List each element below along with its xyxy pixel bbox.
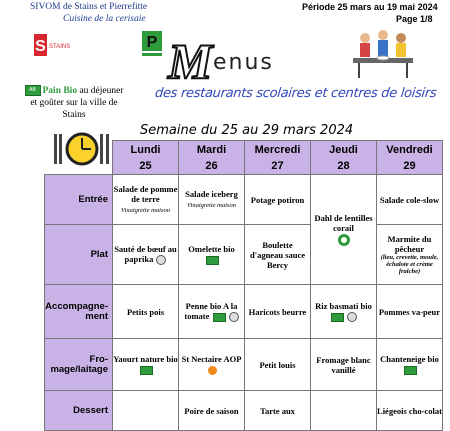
accompagnement-mardi: Penne bio A la tomate (179, 285, 245, 339)
day-header-vendredi: Vendredi 29 (377, 141, 443, 175)
vegetarian-icon (338, 234, 350, 246)
chef-icon (156, 255, 166, 265)
page-number: Page 1/8 (396, 14, 433, 24)
accompagnement-vendredi: Pommes va-peur (377, 285, 443, 339)
pierrefitte-logo (140, 30, 166, 60)
dessert-jeudi (311, 391, 377, 431)
fromage-mercredi: Petit louis (245, 339, 311, 391)
accompagnement-jeudi: Riz basmati bio (311, 285, 377, 339)
svg-text:P: P (146, 34, 158, 51)
row-dessert (45, 391, 443, 431)
fromage-mardi: St Nectaire AOP (179, 339, 245, 391)
menus-title-rest: enus (213, 50, 274, 75)
fromage-jeudi: Fromage blanc vanillé (311, 339, 377, 391)
dessert-vendredi: Liégeois cho-colat (377, 391, 443, 431)
dessert-mardi: Poire de saison (179, 391, 245, 431)
plat-mardi: Omelette bio (179, 225, 245, 285)
entree-mercredi: Potage potiron (245, 175, 311, 225)
menu-table (44, 140, 443, 431)
plat-jeudi: Dahl de lentilles corail (311, 175, 377, 285)
accompagnement-lundi: Petits pois (113, 285, 179, 339)
category-plat: Plat (45, 225, 113, 285)
ab-bio-icon (404, 366, 417, 375)
ab-bio-icon (140, 366, 153, 375)
day-header-mercredi: Mercredi 27 (245, 141, 311, 175)
stains-logo-text: STAINS (49, 44, 71, 50)
children-eating-illustration (345, 28, 420, 80)
menus-title-M: M (168, 33, 213, 89)
chef-icon (229, 312, 239, 322)
period-label: Période 25 mars au 19 mai 2024 (302, 2, 438, 12)
category-fromage: Fro- mage/laitage (45, 339, 113, 391)
organization-name: SIVOM de Stains et Pierrefitte (30, 2, 148, 12)
entree-vendredi: Salade cole-slow (377, 175, 443, 225)
day-header-lundi: Lundi 25 (113, 141, 179, 175)
row-accompagnement (45, 285, 443, 339)
stains-logo (33, 32, 75, 58)
row-fromage (45, 339, 443, 391)
category-dessert: Dessert (45, 391, 113, 431)
row-entree (45, 175, 443, 225)
ab-bio-icon: AB (25, 85, 41, 96)
ab-bio-icon (331, 313, 344, 322)
dessert-mercredi: Tarte aux (245, 391, 311, 431)
day-header-mardi: Mardi 26 (179, 141, 245, 175)
entree-lundi: Salade de pomme de terre Vinaigrette maison (113, 175, 179, 225)
day-header-jeudi: Jeudi 28 (311, 141, 377, 175)
pain-bio-text: au déjeuner et goûter sur la ville de Stains (30, 86, 124, 120)
accompagnement-mercredi: Haricots beurre (245, 285, 311, 339)
ab-bio-icon (213, 313, 226, 322)
ab-bio-icon (206, 256, 219, 265)
fromage-vendredi: Chanteneige bio (377, 339, 443, 391)
chef-icon (347, 312, 357, 322)
row-plat (45, 225, 443, 285)
pain-bio-label: Pain Bio (42, 86, 78, 96)
day-header-row (45, 141, 443, 175)
menus-subtitle: des restaurants scolaires et centres de loisirs (154, 86, 438, 101)
entree-mardi: Salade iceberg Vinaigrette maison (179, 175, 245, 225)
week-label: Semaine du 25 au 29 mars 2024 (140, 123, 354, 138)
plat-vendredi: Marmite du pêcheur (lieu, crevette, moule, échalote et crème fraîche) (377, 225, 443, 285)
corner-cell (45, 141, 113, 175)
kitchen-name: Cuisine de la cerisaie (63, 14, 146, 24)
aop-icon (208, 366, 217, 375)
fromage-lundi: Yaourt nature bio (113, 339, 179, 391)
plat-lundi: Sauté de bœuf au paprika (113, 225, 179, 285)
svg-text:S: S (35, 38, 46, 55)
category-accompagnement: Accompagne-ment (45, 285, 113, 339)
pain-bio-notice (24, 85, 124, 121)
plat-mercredi: Boulette d'agneau sauce Bercy (245, 225, 311, 285)
dessert-lundi (113, 391, 179, 431)
category-entree: Entrée (45, 175, 113, 225)
